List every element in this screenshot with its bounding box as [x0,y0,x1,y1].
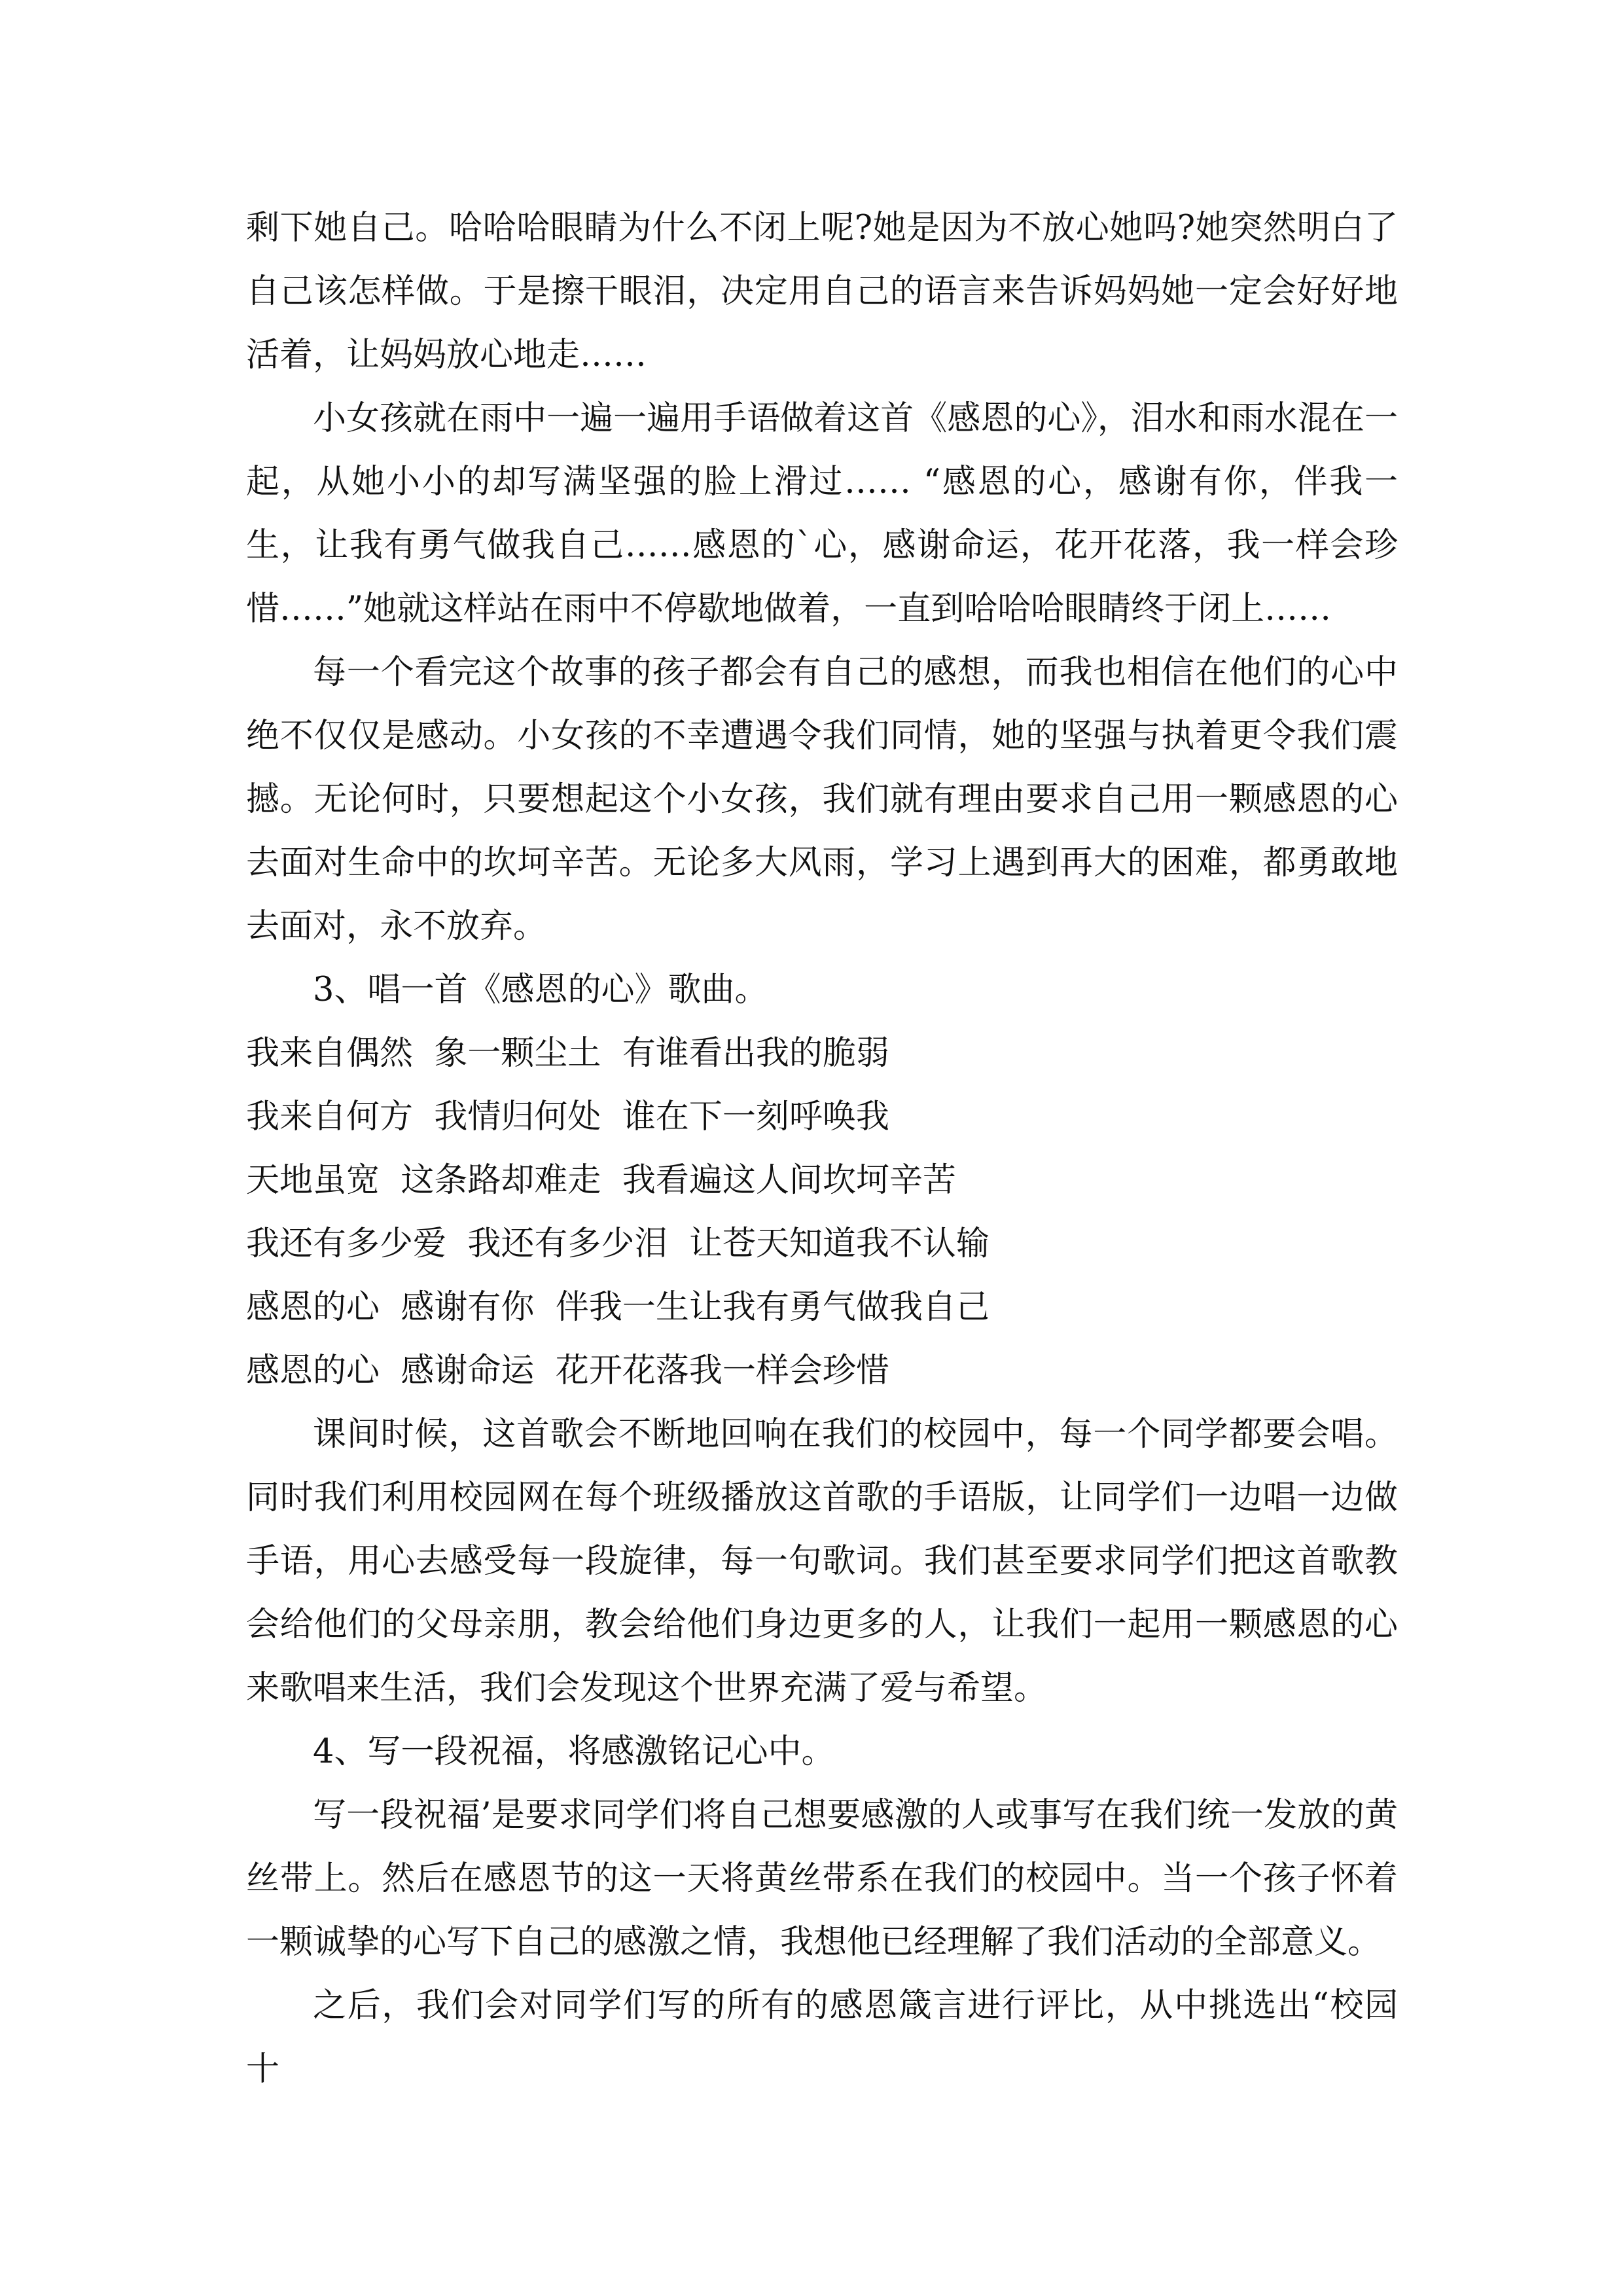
section-heading-4: 4、写一段祝福，将感激铭记心中。 [313,1732,835,1771]
lyric-line-2: 我来自何方 我情归何处 谁在下一刻呼唤我 [246,1098,889,1136]
paragraph-5: 写一段祝福’是要求同学们将自己想要感激的人或事写在我们统一发放的黄丝带上。然后在感恩节的这一天将黄丝带系在我们的校园中。当一个孩子怀着一颗诚挚的心写下自己的感激之情，我想他已经理解了我们活动的全部意义。 [246,1796,1398,1962]
paragraph-4: 课间时候，这首歌会不断地回响在我们的校园中，每一个同学都要会唱。同时我们利用校园网在每个班级播放这首歌的手语版，让同学们一边唱一边做手语，用心去感受每一段旋律，每一句歌词。我们甚至要求同学们把这首歌教会给他们的父母亲朋，教会给他们身边更多的人，让我们一起用一颗感恩的心来歌唱来生活，我们会发现这个世界充满了爱与希望。 [246,1415,1398,1708]
section-heading-3: 3、唱一首《感恩的心》歌曲。 [313,971,768,1009]
paragraph-1: 剩下她自己。哈哈哈眼睛为什么不闭上呢?她是因为不放心她吗?她突然明白了自己该怎样做。于是擦干眼泪，决定用自己的语言来告诉妈妈她一定会好好地活着，让妈妈放心地走…… [246,209,1398,374]
paragraph-2: 小女孩就在雨中一遍一遍用手语做着这首《感恩的心》，泪水和雨水混在一起，从她小小的却写满坚强的脸上滑过…… “感恩的心，感谢有你，伴我一生，让我有勇气做我自己……感恩的`心，感谢命运，花开花落，我一样会珍惜……”她就这样站在雨中不停歇地做着，一直到哈哈哈眼睛终于闭上…… [246,399,1398,628]
lyric-line-1: 我来自偶然 象一颗尘土 有谁看出我的脆弱 [246,1034,889,1073]
document-body [246,196,1398,2101]
paragraph-6: 之后，我们会对同学们写的所有的感恩箴言进行评比，从中挑选出“校园十 [246,1986,1398,2089]
lyric-line-4: 我还有多少爱 我还有多少泪 让苍天知道我不认输 [246,1225,990,1263]
paragraph-3: 每一个看完这个故事的孩子都会有自己的感想，而我也相信在他们的心中绝不仅仅是感动。小女孩的不幸遭遇令我们同情，她的坚强与执着更令我们震撼。无论何时，只要想起这个小女孩，我们就有理由要求自己用一颗感恩的心去面对生命中的坎坷辛苦。无论多大风雨，学习上遇到再大的困难，都勇敢地去面对，永不放弃。 [246,653,1398,946]
lyric-line-6: 感恩的心 感谢命运 花开花落我一样会珍惜 [246,1352,889,1390]
lyric-line-3: 天地虽宽 这条路却难走 我看遍这人间坎坷辛苦 [246,1161,956,1200]
lyric-line-5: 感恩的心 感谢有你 伴我一生让我有勇气做我自己 [246,1288,990,1327]
